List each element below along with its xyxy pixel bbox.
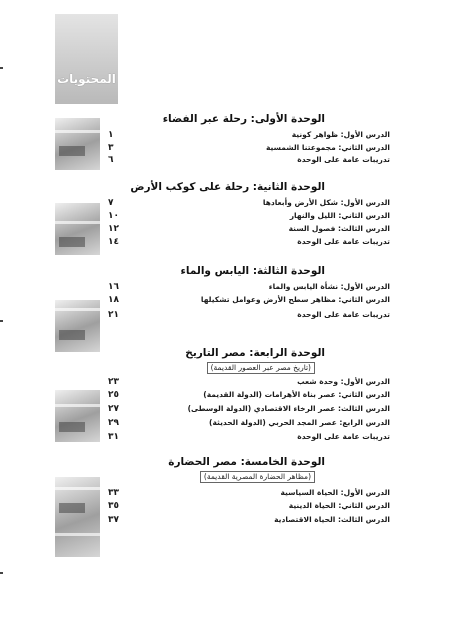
toc-row[interactable] [108, 418, 390, 429]
toc-row[interactable] [108, 143, 390, 154]
page-number: ١٠ [108, 211, 119, 221]
contents-title-block [55, 14, 118, 104]
unit-5-subtitle: (مظاهر الحضارة المصرية القديمة) [200, 471, 315, 483]
toc-row[interactable] [108, 237, 390, 248]
lesson-title: الدرس الثاني: الليل والنهار [289, 211, 390, 220]
unit-3-thumbnail [55, 300, 100, 352]
lesson-title: تدريبات عامة على الوحدة [297, 155, 390, 164]
page-number: ١٦ [108, 282, 119, 292]
lesson-title: الدرس الثاني: عصر بناة الأهرامات (الدولة القديمة) [203, 390, 390, 399]
unit-4-subtitle: (تاريخ مصر عبر العصور القديمة) [207, 362, 315, 374]
lesson-title: الدرس الثالث: الحياة الاقتصادية [274, 515, 390, 524]
page-number: ١٤ [108, 237, 119, 247]
lesson-title: الدرس الأول: نشأة اليابس والماء [268, 282, 390, 291]
page-number: ١٨ [108, 295, 119, 305]
page-number: ٣١ [108, 432, 119, 442]
margin-mark [0, 67, 3, 69]
page-number: ٣٥ [108, 501, 119, 511]
lesson-title: تدريبات عامة على الوحدة [297, 432, 390, 441]
page-number: ٢٧ [108, 404, 119, 414]
lesson-title: الدرس الثالث: عصر الرخاء الاقتصادي (الدولة الوسطى) [187, 404, 390, 413]
toc-row[interactable] [108, 198, 390, 209]
page-number: ٢٣ [108, 377, 119, 387]
unit-4-title: الوحدة الرابعة: مصر التاريخ [185, 347, 325, 359]
lesson-title: الدرس الثالث: فصول السنة [288, 224, 390, 233]
page-number: ٣٣ [108, 488, 119, 498]
toc-row[interactable] [108, 282, 390, 293]
lesson-title: تدريبات عامة على الوحدة [297, 310, 390, 319]
unit-3-title: الوحدة الثالثة: اليابس والماء [180, 265, 325, 277]
unit-5-thumbnail [55, 477, 100, 557]
lesson-title: الدرس الثاني: مجموعتنا الشمسية [265, 143, 390, 152]
toc-row[interactable] [108, 432, 390, 443]
toc-row[interactable] [108, 390, 390, 401]
lesson-title: الدرس الثاني: الحياة الدينية [288, 501, 390, 510]
toc-row[interactable] [108, 295, 390, 306]
margin-mark [0, 572, 3, 574]
margin-mark [0, 320, 3, 322]
toc-row[interactable] [108, 377, 390, 388]
lesson-title: الدرس الأول: الحياة السياسية [280, 488, 390, 497]
toc-row[interactable] [108, 211, 390, 222]
contents-title: المحتويات [57, 72, 116, 86]
lesson-title: الدرس الثاني: مظاهر سطح الأرض وعوامل تشكيلها [200, 295, 390, 304]
toc-row[interactable] [108, 404, 390, 415]
lesson-title: الدرس الرابع: عصر المجد الحربي (الدولة الحديثة) [209, 418, 390, 427]
page-number: ٦ [108, 155, 114, 165]
toc-row[interactable] [108, 224, 390, 235]
lesson-title: الدرس الأول: ظواهر كونية [291, 130, 390, 139]
page-number: ٣ [108, 143, 114, 153]
toc-row[interactable] [108, 155, 390, 166]
page-number: ٣٧ [108, 515, 119, 525]
unit-2-thumbnail [55, 203, 100, 255]
lesson-title: تدريبات عامة على الوحدة [297, 237, 390, 246]
page-number: ١ [108, 130, 114, 140]
toc-row[interactable] [108, 488, 390, 499]
page-number: ٢٩ [108, 418, 119, 428]
toc-row[interactable] [108, 310, 390, 321]
lesson-title: الدرس الأول: شكل الأرض وأبعادها [262, 198, 390, 207]
unit-4-thumbnail [55, 390, 100, 442]
toc-row[interactable] [108, 515, 390, 526]
page-number: ٢٥ [108, 390, 119, 400]
page-number: ١٢ [108, 224, 119, 234]
unit-2-title: الوحدة الثانية: رحلة على كوكب الأرض [130, 181, 325, 193]
lesson-title: الدرس الأول: وحدة شعب [297, 377, 390, 386]
toc-row[interactable] [108, 501, 390, 512]
unit-5-title: الوحدة الخامسة: مصر الحضارة [168, 456, 325, 468]
unit-1-thumbnail [55, 118, 100, 170]
unit-1-title: الوحدة الأولى: رحلة عبر الفضاء [162, 113, 325, 125]
page-number: ٢١ [108, 310, 119, 320]
page-number: ٧ [108, 198, 114, 208]
toc-row[interactable] [108, 130, 390, 141]
